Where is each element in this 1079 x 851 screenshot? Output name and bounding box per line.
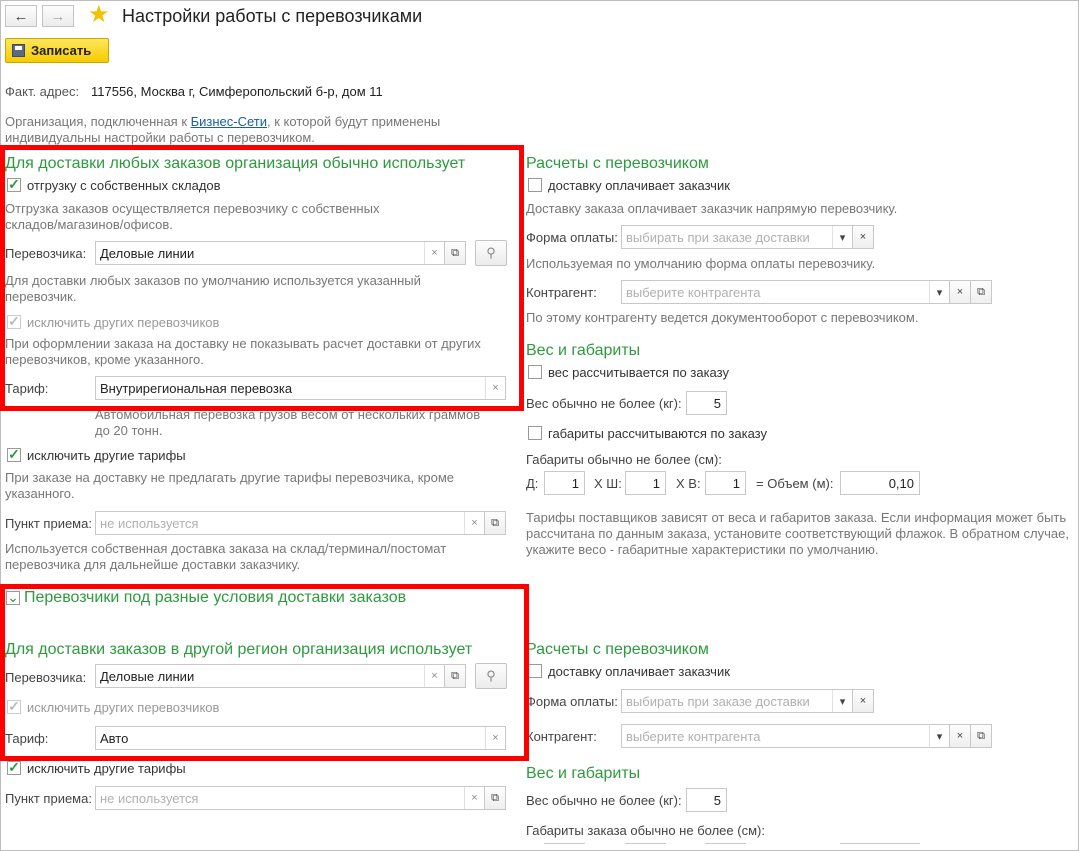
volume2-input-partial[interactable] <box>840 843 920 851</box>
clear-icon[interactable]: × <box>424 242 444 264</box>
tariff-value: Внутрирегиональная перевозка <box>100 381 293 396</box>
h-label: Х В: <box>676 476 701 491</box>
counterparty2-select[interactable] <box>621 724 950 748</box>
arrow-left-icon: ← <box>13 7 29 25</box>
carrier2-label: Перевозчика: <box>5 670 87 685</box>
weight-max-input[interactable]: 5 <box>686 391 727 415</box>
weight-max-label: Вес обычно не более (кг): <box>526 396 682 411</box>
pickup-placeholder: не используется <box>100 516 199 531</box>
own-warehouses-label: отгрузку с собственных складов <box>27 178 221 193</box>
weight-by-order-label: вес рассчитывается по заказу <box>548 365 729 380</box>
exclude-tariffs2-label: исключить другие тарифы <box>27 761 186 776</box>
pickup2-field[interactable] <box>95 786 485 810</box>
payments2-heading: Расчеты с перевозчиком <box>526 641 709 658</box>
d-label: Д: <box>526 476 539 491</box>
tariff-note: Автомобильная перевозка грузов весом от нескольких граммов до 20 тонн. <box>95 407 481 438</box>
favorite-star-icon[interactable]: ★ <box>88 1 110 28</box>
pickup2-placeholder: не используется <box>100 791 199 806</box>
chevron-down-icon: ⌄ <box>7 589 19 605</box>
tariff2-value: Авто <box>100 731 129 746</box>
tariff2-label: Тариф: <box>5 731 49 746</box>
business-network-link[interactable]: Бизнес-Сети <box>190 114 268 129</box>
payment-form2-placeholder: выбирать при заказе доставки <box>626 694 810 709</box>
org-note <box>5 114 525 146</box>
clear-icon[interactable]: × <box>852 225 874 249</box>
key-icon[interactable]: ⚲ <box>475 663 507 689</box>
payment-form-placeholder: выбирать при заказе доставки <box>626 230 810 245</box>
region-heading: Для доставки заказов в другой регион организация использует <box>5 641 473 658</box>
dims-label: Габариты обычно не более (см): <box>526 452 722 467</box>
exclude-tariffs-note: При заказе на доставку не предлагать другие тарифы перевозчика, кроме указанного. <box>5 470 455 501</box>
open-icon[interactable]: ⧉ <box>444 664 466 688</box>
exclude-carriers-note: При оформлении заказа на доставку не показывать расчет доставки от других перевозчиков, кроме указанного. <box>5 336 481 367</box>
exclude-carriers-label: исключить других перевозчиков <box>27 315 220 330</box>
weight2-max-label: Вес обычно не более (кг): <box>526 793 682 808</box>
check-icon: ✓ <box>8 313 20 329</box>
pickup-label: Пункт приема: <box>5 516 92 531</box>
pickup-field[interactable] <box>95 511 485 535</box>
payment-form-select[interactable] <box>621 225 853 249</box>
open-icon[interactable]: ⧉ <box>970 724 992 748</box>
org-note-prefix: Организация, подключенная к <box>5 114 191 129</box>
dropdown-icon[interactable]: ▾ <box>832 690 852 712</box>
highlight-box-any-orders <box>0 145 524 411</box>
customer-pays-note: Доставку заказа оплачивает заказчик напрямую перевозчику. <box>526 201 898 216</box>
key-icon[interactable]: ⚲ <box>475 240 507 266</box>
carrier-value: Деловые линии <box>100 246 195 261</box>
page-title: Настройки работы с перевозчиками <box>122 6 423 26</box>
w2-input-partial[interactable] <box>625 843 666 851</box>
exclude-tariffs-checkbox[interactable] <box>7 448 21 462</box>
weight-heading: Вес и габариты <box>526 342 641 359</box>
check-icon: ✓ <box>8 176 20 192</box>
counterparty-note: По этому контрагенту ведется документооборот с перевозчиком. <box>526 310 919 325</box>
dropdown-icon[interactable]: ▾ <box>929 281 949 303</box>
open-icon[interactable]: ⧉ <box>484 511 506 535</box>
address-value: 117556, Москва г, Симферопольский б-р, дом 11 <box>91 84 383 99</box>
exclude-tariffs-label: исключить другие тарифы <box>27 448 186 463</box>
customer-pays2-label: доставку оплачивает заказчик <box>548 664 730 679</box>
conditions-toggle-label[interactable]: Перевозчики под разные условия доставки заказов <box>24 589 407 606</box>
forward-button[interactable] <box>42 5 74 27</box>
carrier-label: Перевозчика: <box>5 246 87 261</box>
weight-by-order-checkbox[interactable] <box>528 365 542 379</box>
check-icon: ✓ <box>8 446 20 462</box>
clear-icon[interactable]: × <box>485 727 505 749</box>
volume-label: = Объем (м): <box>756 476 834 491</box>
clear-icon[interactable]: × <box>424 665 444 687</box>
dims-by-order-checkbox[interactable] <box>528 426 542 440</box>
payment-form2-select[interactable] <box>621 689 853 713</box>
weight-note: Тарифы поставщиков зависят от веса и габаритов заказа. Если информация может быть рассчитана по данным заказа, установите соответствующий флажок. В обратном случае, укажите весо - габаритные характеристики по умолчанию. <box>526 510 1069 557</box>
counterparty-placeholder: выберите контрагента <box>626 285 761 300</box>
dims-by-order-label: габариты рассчитываются по заказу <box>548 426 767 441</box>
payment-form-label: Форма оплаты: <box>526 230 618 245</box>
d2-input-partial[interactable] <box>544 843 585 851</box>
pickup-note: Используется собственная доставка заказа на склад/терминал/постомат перевозчика для дальнейше доставки заказчику. <box>5 541 447 572</box>
save-button[interactable] <box>5 38 109 63</box>
counterparty-label: Контрагент: <box>526 285 597 300</box>
volume-input[interactable]: 0,10 <box>840 471 920 495</box>
weight2-max-input[interactable]: 5 <box>686 788 727 812</box>
pickup2-label: Пункт приема: <box>5 791 92 806</box>
dims2-label: Габариты заказа обычно не более (см): <box>526 823 765 838</box>
clear-icon[interactable]: × <box>852 689 874 713</box>
dropdown-icon[interactable]: ▾ <box>832 226 852 248</box>
customer-pays-checkbox[interactable] <box>528 178 542 192</box>
weight2-heading: Вес и габариты <box>526 765 641 782</box>
counterparty2-label: Контрагент: <box>526 729 597 744</box>
d-input[interactable]: 1 <box>544 471 585 495</box>
open-icon[interactable]: ⧉ <box>484 786 506 810</box>
open-icon[interactable]: ⧉ <box>970 280 992 304</box>
h2-input-partial[interactable] <box>705 843 746 851</box>
org-note-line2: индивидуальны настройки работы с перевозчиком. <box>5 130 315 145</box>
address-label: Факт. адрес: <box>5 84 80 99</box>
own-warehouses-note: Отгрузка заказов осуществляется перевозчику с собственных складов/магазинов/офисов. <box>5 201 380 232</box>
check-icon: ✓ <box>8 698 20 714</box>
org-note-suffix: , к которой будут применены <box>267 114 441 129</box>
highlight-box-region <box>0 584 529 761</box>
open-icon[interactable]: ⧉ <box>444 241 466 265</box>
w-input[interactable]: 1 <box>625 471 666 495</box>
payment-form2-label: Форма оплаты: <box>526 694 618 709</box>
w-label: Х Ш: <box>594 476 622 491</box>
counterparty-select[interactable] <box>621 280 950 304</box>
clear-icon[interactable]: × <box>949 280 971 304</box>
clear-icon[interactable]: × <box>485 377 505 399</box>
exclude-tariffs2-checkbox[interactable] <box>7 761 21 775</box>
customer-pays2-checkbox[interactable] <box>528 664 542 678</box>
check-icon: ✓ <box>8 759 20 775</box>
clear-icon[interactable]: × <box>464 512 484 534</box>
back-button[interactable] <box>5 5 37 27</box>
carrier-note: Для доставки любых заказов по умолчанию используется указанный перевозчик. <box>5 273 421 304</box>
payment-form-note: Используемая по умолчанию форма оплаты перевозчику. <box>526 256 876 271</box>
arrow-right-icon: → <box>50 7 66 25</box>
customer-pays-label: доставку оплачивает заказчик <box>548 178 730 193</box>
any-orders-heading: Для доставки любых заказов организация обычно использует <box>5 155 466 172</box>
dropdown-icon[interactable]: ▾ <box>929 725 949 747</box>
counterparty2-placeholder: выберите контрагента <box>626 729 761 744</box>
tariff-label: Тариф: <box>5 381 49 396</box>
save-button-label: Записать <box>31 43 92 58</box>
carrier2-value: Деловые линии <box>100 669 195 684</box>
h-input[interactable]: 1 <box>705 471 746 495</box>
payments-heading: Расчеты с перевозчиком <box>526 155 709 172</box>
clear-icon[interactable]: × <box>464 787 484 809</box>
exclude-carriers2-label: исключить других перевозчиков <box>27 700 220 715</box>
clear-icon[interactable]: × <box>949 724 971 748</box>
floppy-disk-icon <box>12 44 25 57</box>
